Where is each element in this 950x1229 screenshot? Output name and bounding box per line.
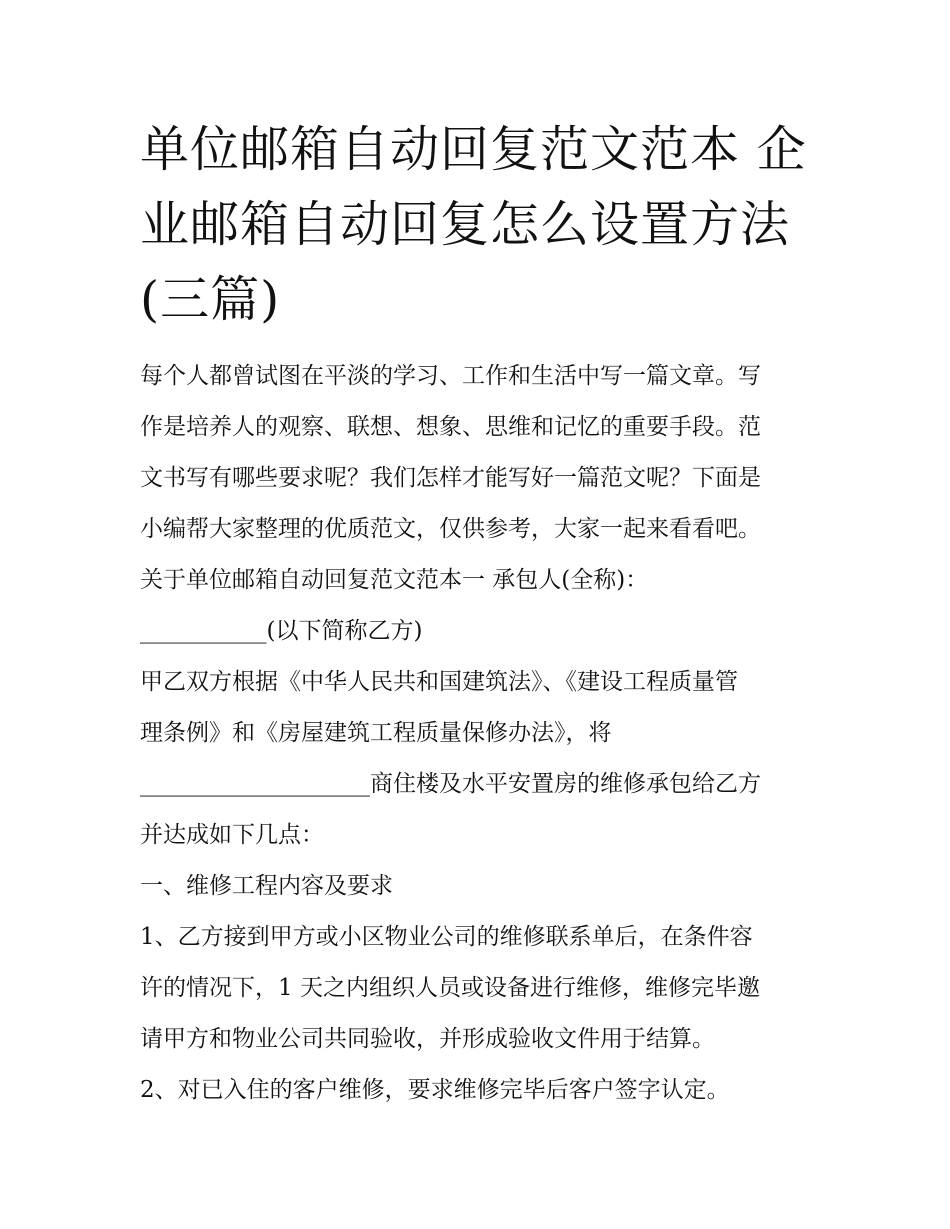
paragraph-line-4: 小编帮大家整理的优质范文，仅供参考，大家一起来看看吧。 [140, 516, 761, 542]
section-heading-1: 一、维修工程内容及要求 [140, 873, 393, 899]
document-title: 单位邮箱自动回复范文范本 企业邮箱自动回复怎么设置方法(三篇) [140, 121, 807, 328]
paragraph-line-3: 文书写有哪些要求呢？我们怎样才能写好一篇范文呢？下面是 [140, 465, 761, 491]
party-b-line: ___________(以下简称乙方) [140, 618, 423, 644]
legal-basis-line-2: 理条例》和《房屋建筑工程质量保修办法》，将 [140, 720, 612, 746]
clause-1-line-3: 请甲方和物业公司共同验收，并形成验收文件用于结算。 [140, 1026, 715, 1052]
paragraph-line-2: 作是培养人的观察、联想、想象、思维和记忆的重要手段。范 [140, 414, 761, 440]
paragraph-line-1: 每个人都曾试图在平淡的学习、工作和生活中写一篇文章。写 [140, 363, 761, 389]
clause-1-line-2: 许的情况下，1 天之内组织人员或设备进行维修，维修完毕邀 [140, 975, 760, 1001]
clause-2-line-1: 2、对已入住的客户维修，要求维修完毕后客户签字认定。 [140, 1077, 730, 1103]
document-content [140, 112, 820, 1116]
legal-basis-line-1: 甲乙双方根据《中华人民共和国建筑法》、《建设工程质量管 [140, 669, 738, 695]
contractor-line: 关于单位邮箱自动回复范文范本一 承包人(全称)： [140, 567, 649, 593]
agreement-line: 并达成如下几点： [140, 822, 324, 848]
project-line: ____________________商住楼及水平安置房的维修承包给乙方 [140, 771, 761, 797]
clause-1-line-1: 1、乙方接到甲方或小区物业公司的维修联系单后，在条件容 [140, 924, 753, 950]
